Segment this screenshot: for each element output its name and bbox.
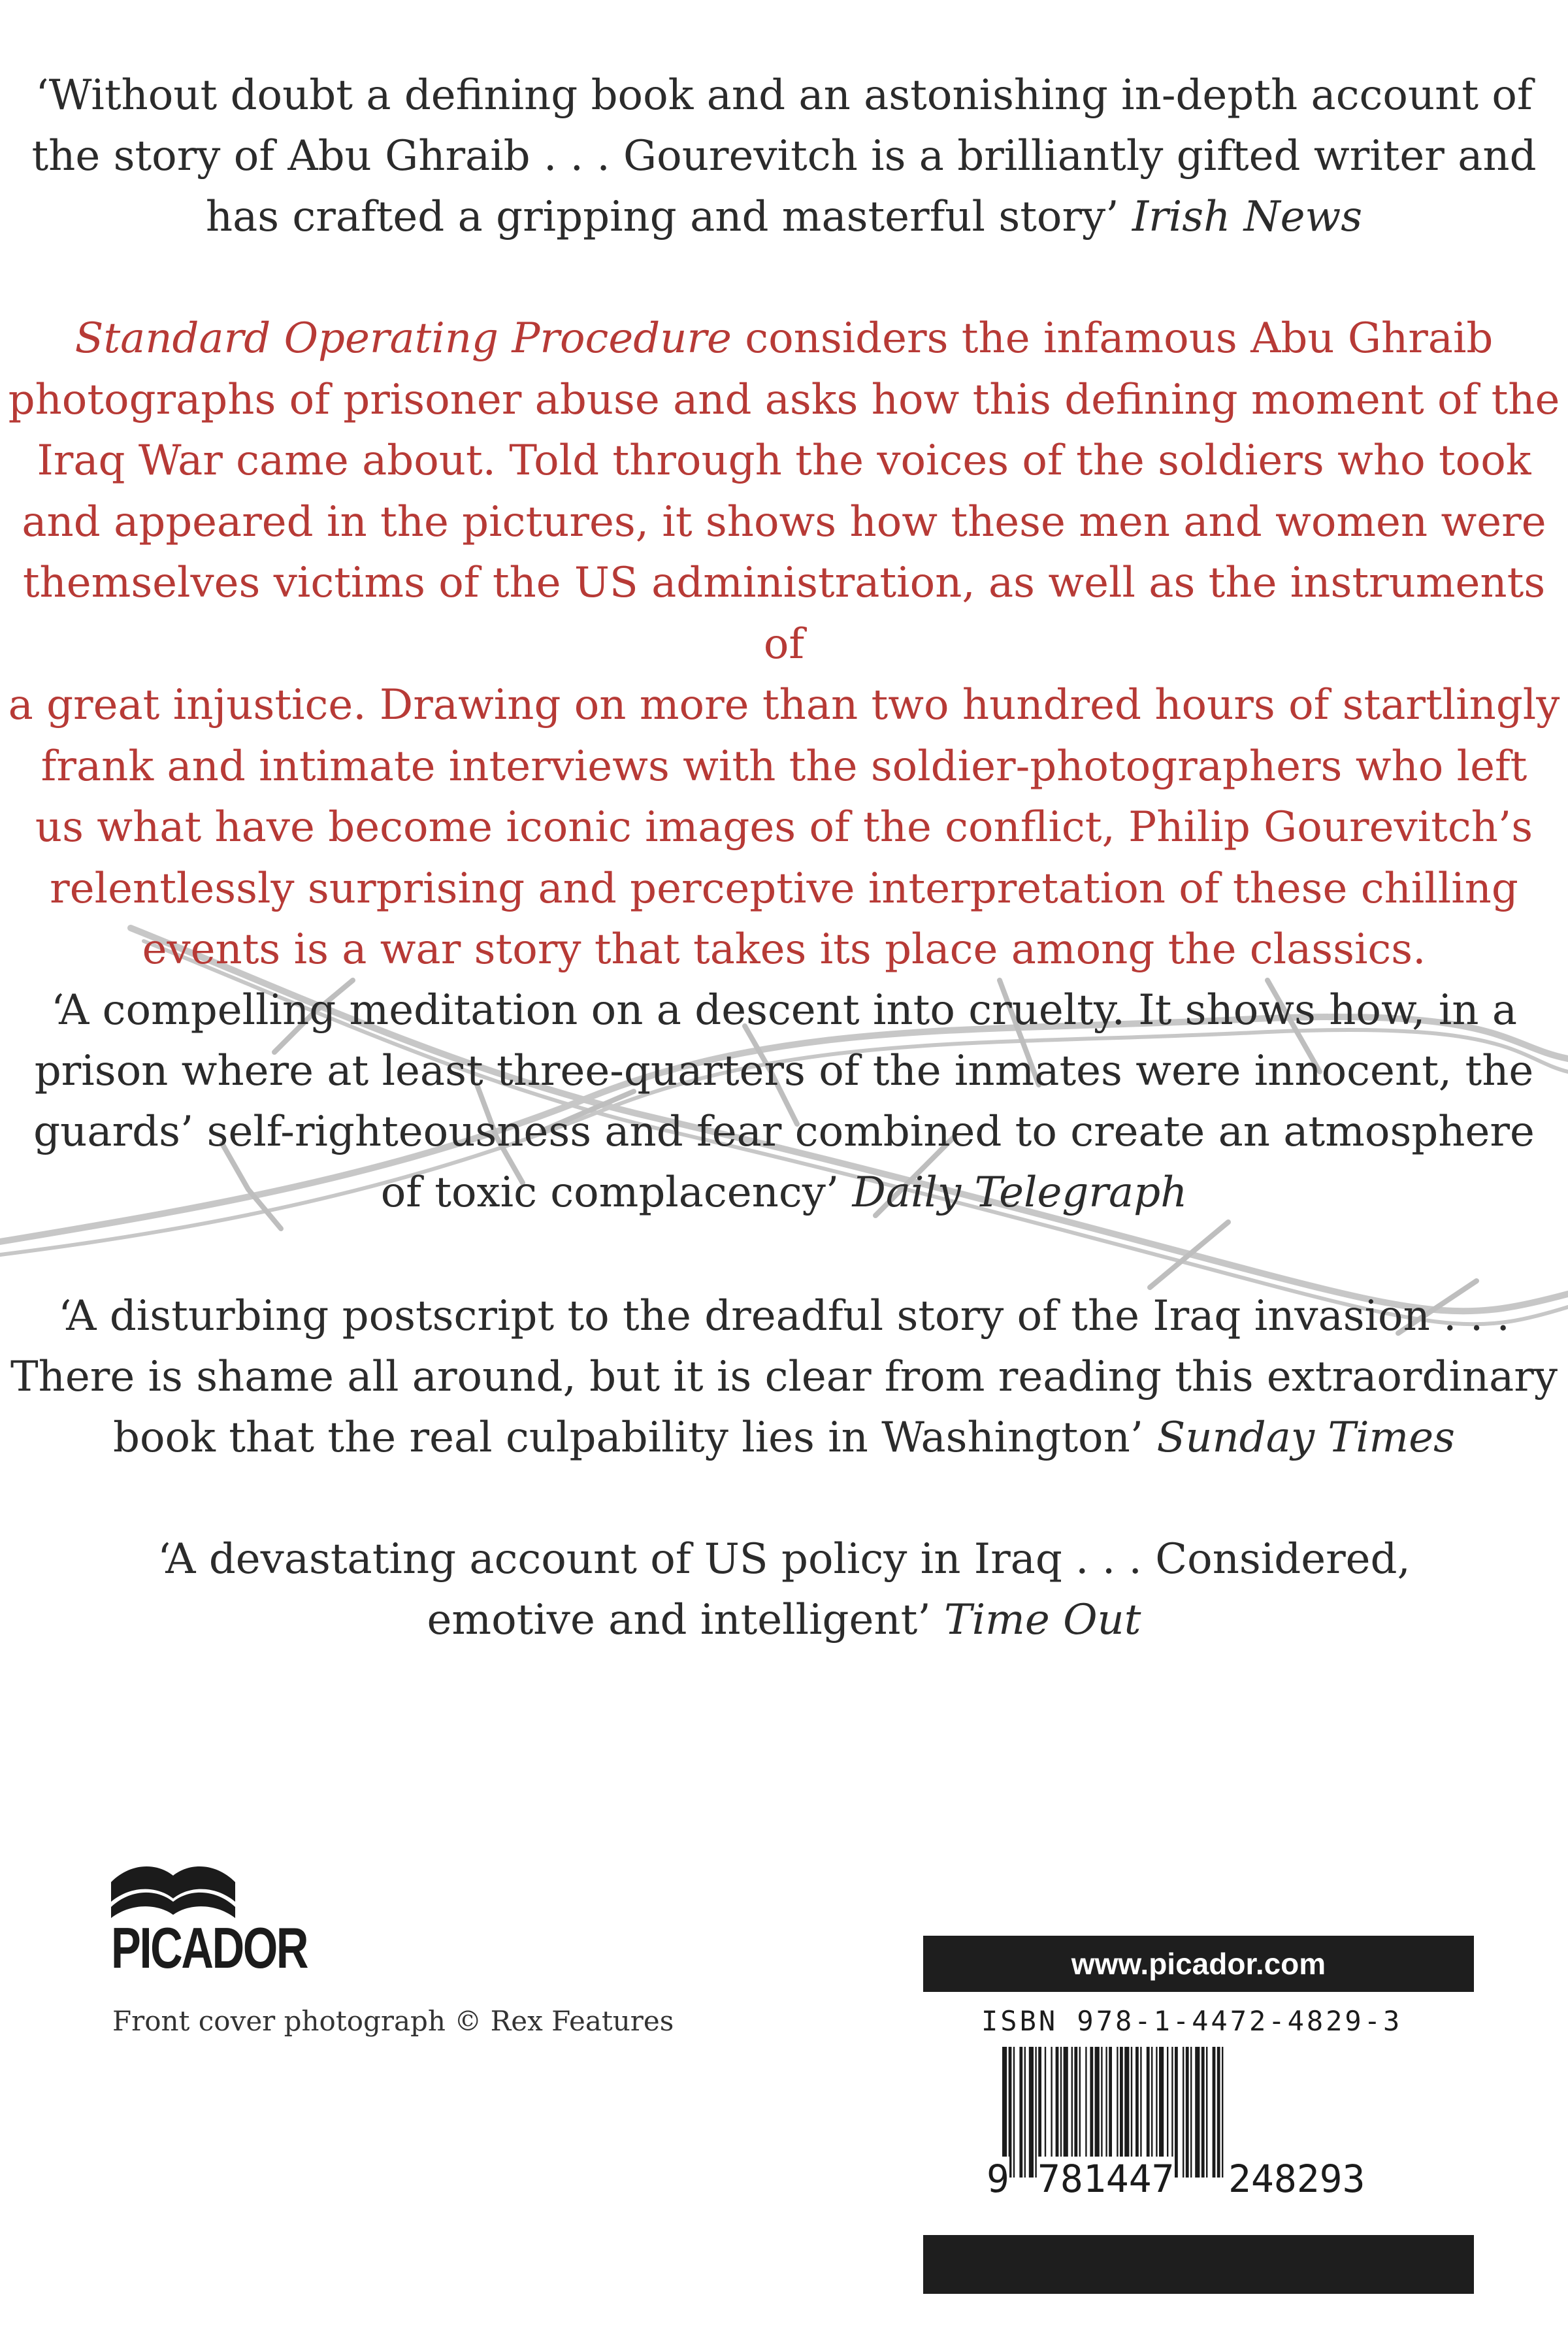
quote-line xyxy=(0,1408,1568,1468)
barcode-bar xyxy=(1195,2047,1200,2178)
quote-line xyxy=(0,187,1568,248)
quote-line: the story of Abu Ghraib . . . Gourevitch is a brilliantly gifted writer and xyxy=(31,132,1537,180)
quote-line: ‘A compelling meditation on a descent into cruelty. It shows how, in a xyxy=(51,986,1517,1035)
barcode-bar xyxy=(1029,2047,1034,2178)
barcode-bar xyxy=(1183,2047,1184,2178)
barcode-bar xyxy=(1222,2047,1223,2178)
barcode-lead-digit: 9 xyxy=(987,2157,1009,2201)
blurb-line: themselves victims of the US administration, as well as the instruments of xyxy=(22,559,1546,669)
barcode-bar xyxy=(1186,2047,1189,2178)
blurb-line: Iraq War came about. Told through the voices of the soldiers who took xyxy=(37,437,1531,485)
barcode-bar xyxy=(1201,2047,1205,2178)
quote-line: ‘A devastating account of US policy in Iraq . . . Considered, xyxy=(157,1535,1411,1583)
barcode-bar xyxy=(1213,2047,1216,2178)
barcode-bar xyxy=(1013,2047,1015,2178)
publisher-name: PICADOR xyxy=(111,1915,308,1980)
quote-source: Sunday Times xyxy=(1156,1414,1455,1462)
blurb-line: and appeared in the pictures, it shows how these men and women were xyxy=(22,497,1546,546)
blurb-line: photographs of prisoner abuse and asks how this defining moment of the xyxy=(8,375,1560,424)
quote-line: ‘Without doubt a defining book and an astonishing in-depth account of xyxy=(35,71,1533,120)
review-quote-daily-telegraph xyxy=(0,980,1568,1223)
barcode-bar xyxy=(1217,2047,1220,2178)
barcode-bar xyxy=(1024,2047,1026,2178)
barcode-bar xyxy=(1206,2047,1207,2178)
publisher-url: www.picador.com xyxy=(923,1936,1474,1992)
barcode-bar xyxy=(1190,2047,1192,2178)
barcode-right-digits: 248293 xyxy=(1228,2157,1365,2201)
blurb-line: events is a war story that takes its place among the classics. xyxy=(142,925,1426,974)
review-quote-sunday-times xyxy=(0,1286,1568,1468)
book-title: Standard Operating Procedure xyxy=(74,314,732,363)
blurb-line: us what have become iconic images of the conflict, Philip Gourevitch’s xyxy=(35,803,1533,852)
barcode-bar xyxy=(1175,2047,1178,2178)
blurb-line: relentlessly surprising and perceptive interpretation of these chilling xyxy=(50,864,1518,913)
quote-text: emotive and intelligent’ xyxy=(427,1596,931,1644)
cover-photo-credit: Front cover photograph © Rex Features xyxy=(112,2005,674,2037)
quote-line xyxy=(0,1590,1568,1651)
quote-source: Irish News xyxy=(1132,193,1363,241)
blurb-line: a great injustice. Drawing on more than two hundred hours of startlingly xyxy=(8,681,1560,729)
barcode-left-digits: 781447 xyxy=(1037,2157,1175,2201)
quote-source: Time Out xyxy=(944,1596,1141,1644)
barcode-bar xyxy=(1035,2047,1036,2178)
quote-text: book that the real culpability lies in Washington’ xyxy=(113,1414,1144,1462)
bottom-black-bar xyxy=(923,2235,1474,2294)
quote-line xyxy=(0,1163,1568,1223)
barcode-bar xyxy=(1019,2047,1022,2178)
review-quote-irish-news xyxy=(0,65,1568,248)
review-quote-time-out xyxy=(0,1529,1568,1651)
quote-line: There is shame all around, but it is clear from reading this extraordinary xyxy=(10,1353,1558,1401)
quote-text: has crafted a gripping and masterful story’ xyxy=(205,193,1119,241)
book-description xyxy=(0,308,1568,981)
quote-text: of toxic complacency’ xyxy=(380,1168,840,1217)
quote-line: guards’ self-righteousness and fear combined to create an atmosphere xyxy=(33,1108,1535,1156)
quote-source: Daily Telegraph xyxy=(852,1168,1188,1217)
blurb-text: considers the infamous Abu Ghraib xyxy=(731,314,1494,363)
quote-line: ‘A disturbing postscript to the dreadful story of the Iraq invasion . . . xyxy=(58,1292,1510,1340)
quote-line: prison where at least three-quarters of the inmates were innocent, the xyxy=(34,1047,1534,1095)
isbn-number: ISBN 978-1-4472-4829-3 xyxy=(981,2005,1403,2037)
blurb-line xyxy=(0,308,1568,370)
blurb-line: frank and intimate interviews with the soldier-photographers who left xyxy=(41,742,1527,791)
